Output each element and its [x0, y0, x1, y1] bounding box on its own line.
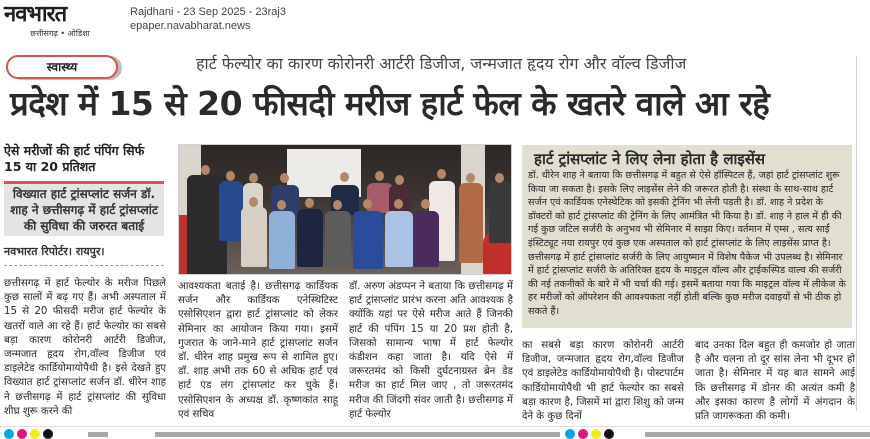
photo-person	[353, 211, 383, 269]
photo-face	[249, 197, 258, 207]
photo-person	[219, 181, 243, 241]
body-column-5: बाद उनका दिल बहुत ही कमजोर हो जाता है और चलना तो दूर सांस लेना भी दूभर हो जाता है। सेमिनार में यह बात सामने आई कि छत्तीसगढ़ में डोनर की अत्यंत कमी है और इसका कारण है लोगों में अंगदान के प्रति जागरूकता की कमी।	[695, 340, 855, 423]
sidebar-title: हार्ट ट्रांसप्लांट ने लिए लेना होता है लाइसेंस	[534, 150, 766, 168]
color-registration-marks-right	[565, 429, 614, 439]
black-dot-icon	[604, 429, 614, 439]
registration-bar	[155, 432, 560, 437]
body-column-4: का सबसे बड़ा कारण कोरोनरी आर्टरी डिजीज, जन्मजात हृदय रोग,वॉल्व डिजीज एवं डाइलेटेड कार्डियोमायोपैथी है। पोस्टपार्टम कार्डियोमायोपैथी भी हार्ट फेल्योर का सबसे बड़ा कारण है, जिसमें मां द्वारा शिशु को जन्म देने के कुछ दिनों	[522, 340, 684, 423]
masthead	[0, 0, 870, 44]
photo-face	[333, 200, 342, 210]
registration-bar	[88, 432, 108, 437]
photo-face	[201, 165, 210, 175]
section-kicker-badge: स्वास्थ्य	[6, 55, 118, 79]
magenta-dot-icon	[17, 429, 27, 439]
body-column-1: छत्तीसगढ़ में हार्ट फेल्योर के मरीज पिछले कुछ सालों में बढ़ गए हैं। अभी अस्पताल में 15 से 20 फीसदी मरीज हार्ट फेल्योर के खतरों वाले आ रहे हैं। हार्ट फेल्योर का सबसे बड़ा कारण कोरोनरी आर्टरी डिजीज, जन्मजात हृदय रोग,वॉल्व डिजीज एवं डाइलेटेड कार्डियोमायोपैथी है। इसे देखते हुए विख्यात हार्ट ट्रांसप्लांट सर्जन डॉ. धीरेन शाह ने छत्तीसगढ़ में हार्ट ट्रांसप्लांट की सुविधा शीघ्र शुरू करने की	[4, 278, 166, 417]
yellow-dot-icon	[591, 429, 601, 439]
photo-face	[249, 173, 258, 183]
photo-face	[305, 198, 314, 208]
photo-face	[395, 175, 404, 185]
photo-face	[280, 173, 289, 183]
photo-face	[375, 171, 384, 181]
photo-person	[269, 211, 295, 269]
photo-person	[459, 183, 483, 263]
subheadline: हार्ट फेल्योर का कारण कोरोनरी आर्टरी डिजीज, जन्मजात हृदय रोग और वॉल्व डिजीज	[196, 54, 687, 73]
side-headline: ऐसे मरीजों की हार्ट पंपिंग सिर्फ 15 या 20 प्रतिशत	[4, 143, 145, 174]
photo-person	[413, 211, 439, 267]
magenta-dot-icon	[578, 429, 588, 439]
sidebar-text: डॉ. धीरेन शाह ने बताया कि छत्तीसगढ़ में बहुत से ऐसे हॉस्पिटल हैं, जहां हार्ट ट्रांसप्लांट शुरू किया जा सकता है। इसके लिए लाइसेंस लेने की जरूरत होती है। संस्था के साथ-साथ हार्ट सर्जन एवं कार्डियक एनेस्थेटिक को इसकी ट्रेनिंग भी लेनी पड़ती है। डॉ. शाह ने प्रदेश के डॉक्टरों को हार्ट ट्रांसप्लांट की ट्रेनिंग के लिए आमंत्रित भी किया है। डॉ. शाह ने हाल में ही की गई कुछ जटिल सर्जरी के अनुभव भी सेमिनार में साझा किए। वर्तमान में एम्स , सत्य साईं इंस्टिट्यूट नया रायपुर एवं कुछ एक अस्पताल को हार्ट ट्रांसप्लांट के लिए लाइसेंस प्राप्त है। छत्तीसगढ़ में हार्ट ट्रांसप्लांट सर्जरी के लिए आयुष्मान में विशेष पैकेज भी उपलब्ध है। सेमिनार में हार्ट ट्रांसप्लांट सर्जरी के अतिरिक्त हृदय के माइट्रल वॉल्व और ट्राईकस्पिड वाल्व की सर्जरी की नई तकनीकों के बारे में भी चर्चा की गई। इसमें बताया गया कि माइट्रल वॉल्व में लीकेज के हर मरीजों को ऑपरेशन की आवश्यकता नहीं होती बल्कि कुछ मरीज दवाइयों से भी ठीक हो सकते हैं।	[528, 170, 846, 317]
logo-tagline: छत्तीसगढ़ • ओडिशा	[30, 29, 90, 38]
sidebar-info-box	[522, 145, 852, 328]
cyan-dot-icon	[565, 429, 575, 439]
body-column-2: आवश्यकता बताई है। छत्तीसगढ़ कार्डियक सर्जन और कार्डियक एनेस्थिटिस्ट एसोसिएशन द्वारा हार्ट ट्रांसप्लांट को लेकर सेमिनार का आयोजन किया गया। इसमें गुजरात के जाने-माने हार्ट ट्रांसप्लांट सर्जन डॉ. धीरेन शाह प्रमुख रूप से शामिल हुए। डॉ. शाह अभी तक 60 से अधिक हार्ट एवं हार्ट एंड लंग ट्रांसप्लांट कर चुके हैं। एसोसिएशन के अध्यक्ष डॉ. कृष्णकांत साहू एवं सचिव	[178, 281, 338, 420]
column-rule-right	[856, 56, 857, 411]
photo-face	[340, 172, 349, 182]
left-column-intro	[4, 143, 164, 266]
photo-person	[325, 211, 351, 267]
photo-person	[241, 207, 267, 267]
photo-face	[277, 200, 286, 210]
photo-face	[226, 171, 235, 181]
photo-person	[489, 181, 511, 243]
yellow-dot-icon	[30, 429, 40, 439]
black-dot-icon	[43, 429, 53, 439]
site-url: epaper.navabharat.news	[130, 20, 251, 32]
edition-info	[130, 5, 286, 33]
body-column-3: डॉ. अरुण अंडप्पन ने बताया कि छत्तीसगढ़ में हार्ट ट्रांसप्लांट प्रारंभ करना अति आवश्यक है क्योंकि यहां पर ऐसे मरीज आते हैं जिनकी हार्ट की पंपिंग 15 या 20 प्रश होती है, जिसको सामान्य भाषा में हार्ट फेल्योर कंडीशन कहा जाता है। यदि ऐसे में जरूरतमंद को किसी दुर्घटनाग्रस्त ब्रेन डेड मरीज का हार्ट मिल जाए , तो जरूरतमंद मरीज की जिंदगी संवर जाती है। छत्तीसगढ़ में हार्ट फेल्योर	[349, 281, 513, 420]
photo-person	[385, 211, 413, 267]
page-bottom-rule	[0, 426, 870, 427]
photo-face	[466, 173, 475, 183]
photo-face	[394, 199, 403, 209]
logo-wordmark: नवभारत	[4, 2, 67, 27]
photo-face	[421, 199, 430, 209]
page-headline: प्रदेश में 15 से 20 फीसदी मरीज हार्ट फेल के खतरे वाले आ रहे	[10, 84, 770, 123]
photo-person	[297, 209, 323, 267]
photo-face	[437, 169, 446, 179]
byline: नवभारत रिपोर्टर। रायपुर।	[4, 244, 164, 266]
registration-bar	[645, 432, 870, 437]
cyan-dot-icon	[4, 429, 14, 439]
photo-face	[363, 199, 372, 209]
color-registration-marks-left	[4, 429, 53, 439]
group-photo	[178, 144, 512, 275]
newspaper-logo	[4, 3, 116, 39]
photo-face	[495, 173, 504, 183]
edition-line: Rajdhani - 23 Sep 2025 - 23raj3	[130, 6, 286, 18]
story-deck: विख्यात हार्ट ट्रांसप्लांट सर्जन डॉ. शाह ने छत्तीसगढ़ में हार्ट ट्रांसप्लांट की सुविधा की जरुरत बताई	[4, 181, 164, 236]
